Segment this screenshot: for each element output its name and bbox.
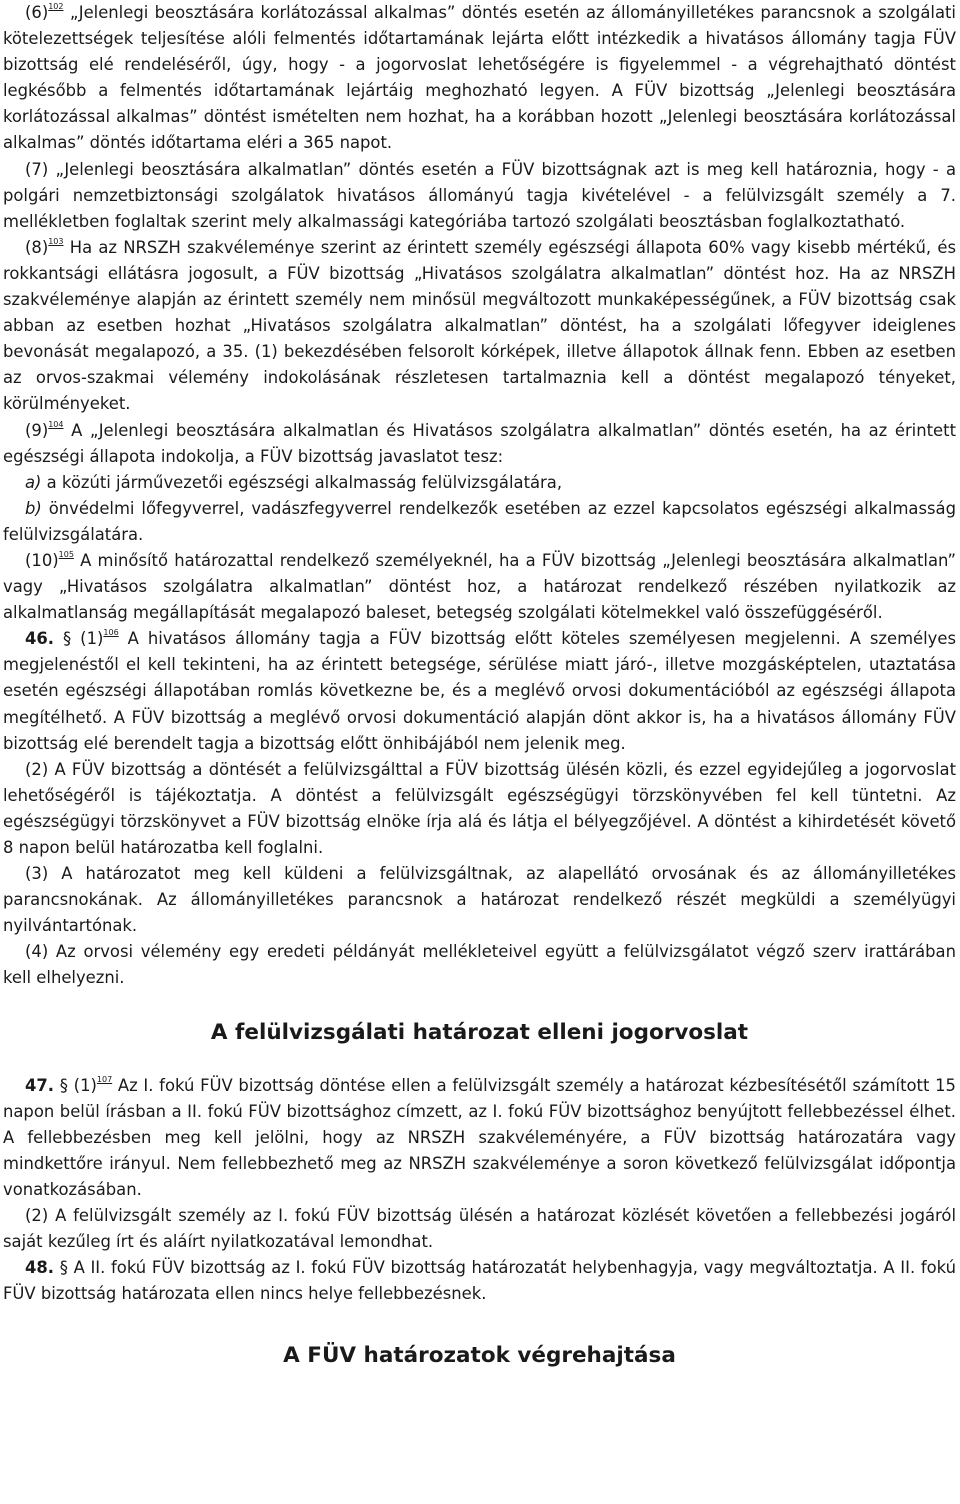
footnote-link[interactable]: 105 [58, 549, 74, 559]
section-47-paragraph-1 [3, 1073, 956, 1203]
point-label: b) [25, 498, 42, 518]
point-label: a) [25, 472, 42, 492]
footnote-link[interactable]: 104 [48, 419, 64, 429]
paragraph-9-point-a [3, 470, 956, 496]
paragraph-number: (6) [25, 3, 49, 22]
point-text: önvédelmi lőfegyverrel, vadászfegyverrel rendelkezők esetében az ezzel kapcsolatos egészségi alkalmasság felülvizsgálatára. [3, 498, 956, 544]
paragraph-text: A „Jelenlegi beosztására alkalmatlan és Hivatásos szolgálatra alkalmatlan” döntés esetén, ha az érintett egészségi állapota indokolja, a FÜV bizottság javaslatot tesz: [3, 420, 956, 466]
paragraph-number: § (1) [54, 1075, 97, 1095]
paragraph-text: A II. fokú FÜV bizottság az I. fokú FÜV bizottság határozatát helybenhagyja, vagy megváltoztatja. A II. fokú FÜV bizottság határozata ellen nincs helye fellebbezésnek. [3, 1258, 956, 1304]
paragraph-text: „Jelenlegi beosztására korlátozással alkalmas” döntés esetén az állományilletékes parancsnok a szolgálati kötelezettségek teljesítése alóli felmentés időtartamának lejárta előtt intézkedik a hivatásos állomány tagja FÜV bizottság elé rendeléséről, úgy, hogy - a jogorvoslat lehetőségére is figyelemmel - a végrehajtható döntést legkésőbb a felmentés időtartamának lejártáig meghozható legyen. A FÜV bizottság „Jelenlegi beosztására korlátozással alkalmas” döntést ismételten nem hozhat, ha a korábban hozott „Jelenlegi beosztására korlátozással alkalmas” döntés időtartama eléri a 365 napot. [3, 3, 956, 153]
footnote-link[interactable]: 103 [48, 236, 64, 246]
section-46-paragraph-3: (3) A határozatot meg kell küldeni a felülvizsgáltnak, az alapellátó orvosának és az állományilletékes parancsnokának. Az állományilletékes parancsnok a határozat rendelkező részét megküldi a személyügyi nyilvántartónak. [3, 864, 956, 936]
paragraph-text: A hivatásos állomány tagja a FÜV bizottság előtt köteles személyesen megjelenni. A személyes megjelenéstől el kell tekinteni, ha az érintett betegsége, sérülése miatt járó-, illetve mozgásképtelen, utaztatása esetén egészségi állapotában romlás következne be, és a meglévő orvosi dokumentációból az egészségi állapota megítélhető. A FÜV bizottság a meglévő orvosi dokumentáció alapján dönt akkor is, ha a hivatásos állomány FÜV bizottság elé berendelt tagja a bizottság előtt önhibájából nem jelenik meg. [3, 629, 956, 753]
paragraph-number: (8) [25, 237, 49, 257]
paragraph-9 [3, 418, 956, 470]
paragraph-number: (7) [25, 159, 49, 179]
paragraph-number: (10) [25, 550, 59, 570]
paragraph-number: (9) [25, 420, 49, 440]
paragraph-9-point-b [3, 496, 956, 548]
point-text: a közúti járművezetői egészségi alkalmasság felülvizsgálatára, [41, 472, 563, 492]
section-heading: A FÜV határozatok végrehajtása [283, 1343, 676, 1369]
paragraph-6 [3, 0, 956, 157]
paragraph-7 [3, 157, 956, 235]
paragraph-8 [3, 235, 956, 418]
section-48 [3, 1255, 956, 1307]
paragraph-10 [3, 548, 956, 626]
section-47-paragraph-2: (2) A felülvizsgált személy az I. fokú FÜV bizottság ülésén a határozat közlését követően a fellebbezési jogáról saját kezűleg írt és aláírt nyilatkozatával lemondhat. [3, 1206, 956, 1252]
footnote-link[interactable]: 106 [103, 628, 119, 638]
paragraph-number: § (1) [54, 629, 104, 649]
section-46-paragraph-1 [3, 626, 956, 756]
footnote-link[interactable]: 107 [96, 1074, 113, 1084]
section-number: 47. [25, 1075, 55, 1095]
footnote-link[interactable]: 102 [48, 2, 64, 11]
section-number: 46. [25, 629, 55, 649]
section-number: 48. [25, 1258, 55, 1278]
paragraph-text: Az I. fokú FÜV bizottság döntése ellen a felülvizsgált személy a határozat kézbesítésétől számított 15 napon belül írásban a II. fokú FÜV bizottsághoz címzett, az I. fokú FÜV bizottsághoz benyújtott fellebbezéssel élhet. A fellebbezésben meg kell jelölni, hogy az NRSZH szakvéleményére, a FÜV bizottság határozatára vagy mindkettőre irányul. Nem fellebbezhető meg az NRSZH szakvéleménye a soron következő felülvizsgálat időpontja vonatkozásában. [3, 1075, 956, 1199]
paragraph-number: § [54, 1258, 68, 1278]
section-heading: A felülvizsgálati határozat elleni jogorvoslat [210, 1019, 749, 1045]
paragraph-text: A minősítő határozattal rendelkező személyeknél, ha a FÜV bizottság „Jelenlegi beosztására alkalmatlan” vagy „Hivatásos szolgálatra alkalmatlan” döntést hoz, a határozat rendelkező részében nyilatkozik az alkalmatlanság megállapítását megalapozó baleset, betegség szolgálati kötelmekkel való összefüggéséről. [3, 550, 956, 623]
paragraph-text: Ha az NRSZH szakvéleménye szerint az érintett személy egészségi állapota 60% vagy kisebb mértékű, és rokkantsági ellátásra jogosult, a FÜV bizottság „Hivatásos szolgálatra alkalmatlan” döntést hoz. Ha az NRSZH szakvéleménye alapján az érintett személy nem minősül megváltozott munkaképességűnek, a FÜV bizottság csak abban az esetben hozhat „Hivatásos szolgálatra alkalmatlan” döntést, ha a szolgálati lőfegyver ideiglenes bevonását megalapozó, a 35. (1) bekezdésében felsorolt kórképek, illetve állapotok állnak fenn. Ebben az esetben az orvos-szakmai vélemény indokolásának részletesen tartalmaznia kell a döntést megalapozó tényeket, körülményeket. [3, 237, 956, 414]
section-46-paragraph-2: (2) A FÜV bizottság a döntését a felülvizsgálttal a FÜV bizottság ülésén közli, és ezzel egyidejűleg a jogorvoslat lehetőségéről is tájékoztatja. A döntést a felülvizsgált egészségügyi törzskönyvében fel kell tüntetni. Az egészségügyi törzskönyvet a FÜV bizottság elnöke írja alá és látja el bélyegzőjével. A döntést a kihirdetését követő 8 napon belül határozatba kell foglalni. [3, 759, 956, 857]
paragraph-text: „Jelenlegi beosztására alkalmatlan” döntés esetén a FÜV bizottságnak azt is meg kell határoznia, hogy - a polgári nemzetbiztonsági szolgálatok hivatásos állományú tagja kivételével - a felülvizsgált személy a 7. mellékletben foglaltak szerint mely alkalmassági kategóriába tartozó szolgálati beosztásban foglalkoztatható. [3, 159, 956, 231]
section-46-paragraph-4: (4) Az orvosi vélemény egy eredeti példányát mellékleteivel együtt a felülvizsgálatot végző szerv irattárában kell elhelyezni. [3, 942, 956, 988]
